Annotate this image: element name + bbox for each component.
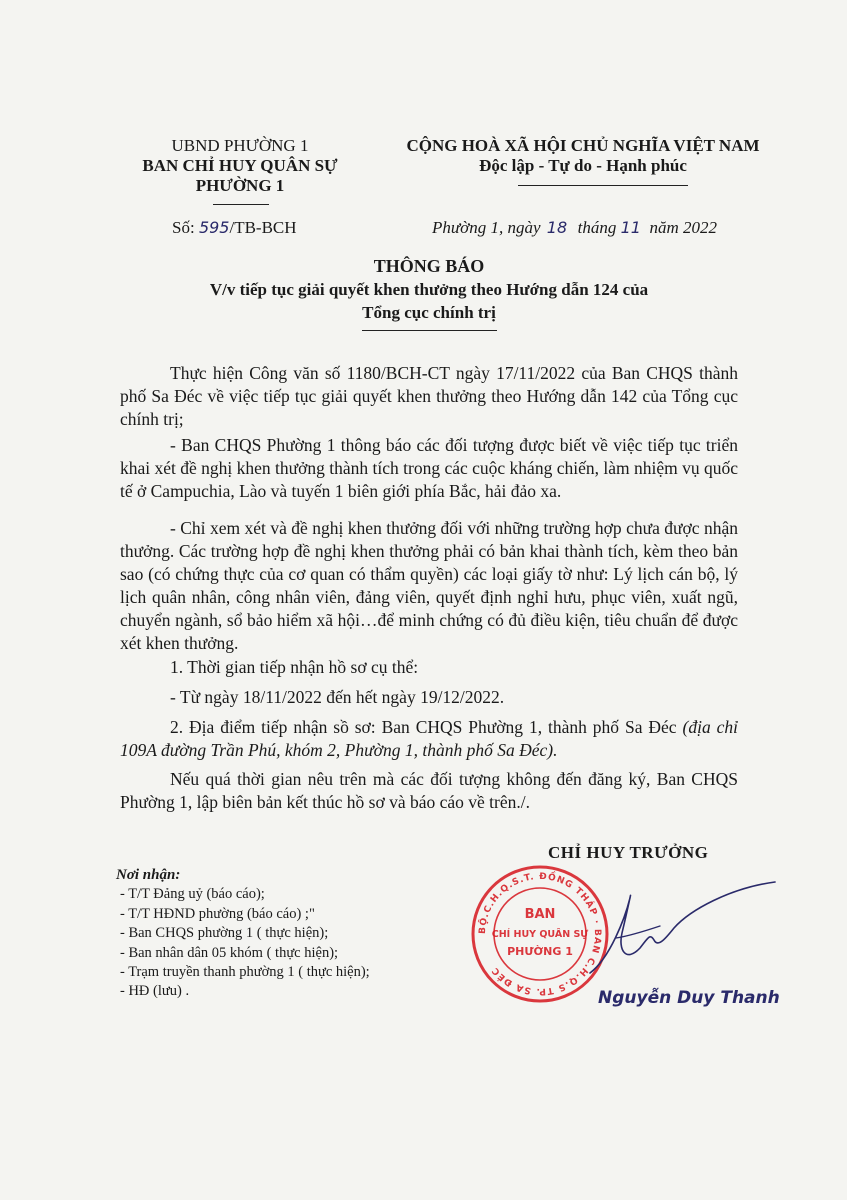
- header-left: [140, 136, 340, 196]
- recipient-item: - T/T HĐND phường (báo cáo) ;": [120, 905, 315, 922]
- date-month: 11: [620, 218, 641, 237]
- document-subject-line1: V/v tiếp tục giải quyết khen thưởng theo Hướng dẫn 124 của: [209, 280, 649, 299]
- document-number: Số: 595/TB-BCH: [172, 218, 297, 237]
- stamp-line-2: CHỈ HUY QUÂN SỰ: [491, 929, 589, 940]
- header-right-underline: [518, 185, 688, 186]
- signer-name: Nguyễn Duy Thanh: [598, 988, 780, 1008]
- document-subject-line2: Tổng cục chính trị: [362, 303, 496, 322]
- document-title: THÔNG BÁO: [373, 256, 485, 276]
- header-left-ward2: PHƯỜNG 1: [195, 176, 285, 195]
- body-paragraph-1: Thực hiện Công văn số 1180/BCH-CT ngày 17/11/2022 của Ban CHQS thành phố Sa Đéc về việc tiếp tục giải quyết khen thưởng theo Hướng dẫn 142 của Tổng cục chính trị;: [120, 363, 738, 429]
- recipients-title: Nơi nhận:: [116, 867, 181, 883]
- stamp-line-3: PHƯỜNG 1: [507, 945, 573, 958]
- recipient-item: - HĐ (lưu) .: [120, 983, 190, 1000]
- recipients-block: [116, 866, 370, 1002]
- date-day: 18: [546, 218, 568, 237]
- national-title: CỘNG HOÀ XÃ HỘI CHỦ NGHĨA VIỆT NAM: [406, 136, 760, 155]
- stamp-ring-text: BỘ.C.H.Q.S.T. ĐỒNG THÁP · BAN C.H.Q.S TP. SA ĐÉC: [477, 871, 603, 997]
- body-paragraph-6: 2. Địa điểm tiếp nhận sồ sơ: Ban CHQS Phường 1, thành phố Sa Đéc (địa chỉ 109A đường Trần Phú, khóm 2, Phường 1, thành phố Sa Đéc).: [120, 717, 739, 760]
- body-paragraph-5: - Từ ngày 18/11/2022 đến hết ngày 19/12/2022.: [170, 687, 505, 707]
- header-left-underline: [213, 204, 269, 205]
- document-title-block: [120, 254, 738, 324]
- signature-title: CHỈ HUY TRƯỞNG: [548, 843, 709, 862]
- title-underline: [362, 330, 497, 331]
- stamp-line-1: BAN: [524, 907, 556, 922]
- recipient-item: - Ban CHQS phường 1 ( thực hiện);: [120, 925, 329, 942]
- recipient-item: - T/T Đảng uỷ (báo cáo);: [120, 886, 265, 903]
- header-left-ward: UBND PHƯỜNG 1: [171, 136, 309, 155]
- document-date: Phường 1, ngày 18 tháng 11 năm 2022: [432, 218, 718, 237]
- body-paragraph-4: 1. Thời gian tiếp nhận hồ sơ cụ thể:: [170, 657, 419, 677]
- recipient-item: - Trạm truyền thanh phường 1 ( thực hiện);: [120, 964, 370, 981]
- address-note: (địa chỉ 109A đường Trần Phú, khóm 2, Phường 1, thành phố Sa Đéc).: [120, 717, 739, 760]
- body-paragraph-3: - Chỉ xem xét và đề nghị khen thưởng đối với những trường hợp chưa được nhận thưởng. Các trường hợp đề nghị khen thưởng phải có bản khai thành tích, kèm theo bản sao (có chứng thực của cơ quan có thẩm quyền) các loại giấy tờ như: Lý lịch cán bộ, lý lịch quân nhân, công nhân viên, đảng viên, quyết định nghỉ hưu, phục viên, xuất ngũ, chuyển ngành, sổ bảo hiểm xã hội…để minh chứng có đủ điều kiện, tiêu chuẩn để được xét khen thưởng.: [120, 518, 738, 653]
- national-motto: Độc lập - Tự do - Hạnh phúc: [479, 156, 687, 175]
- handwritten-signature: [570, 878, 790, 988]
- body-paragraph-2: - Ban CHQS Phường 1 thông báo các đối tượng được biết về việc tiếp tục triển khai xét đề nghị khen thưởng thành tích trong các cuộc kháng chiến, làm nhiệm vụ quốc tế ở Campuchia, Lào và tuyến 1 biên giới phía Bắc, hải đảo xa.: [120, 435, 738, 501]
- header-left-org: BAN CHỈ HUY QUÂN SỰ: [142, 156, 338, 175]
- recipient-item: - Ban nhân dân 05 khóm ( thực hiện);: [120, 944, 339, 961]
- header-right: [388, 136, 778, 176]
- document-number-handwritten: 595: [198, 218, 230, 237]
- body-paragraph-7: Nếu quá thời gian nêu trên mà các đối tượng không đến đăng ký, Ban CHQS Phường 1, lập biên bản kết thúc hồ sơ và báo cáo về trên./.: [120, 769, 738, 812]
